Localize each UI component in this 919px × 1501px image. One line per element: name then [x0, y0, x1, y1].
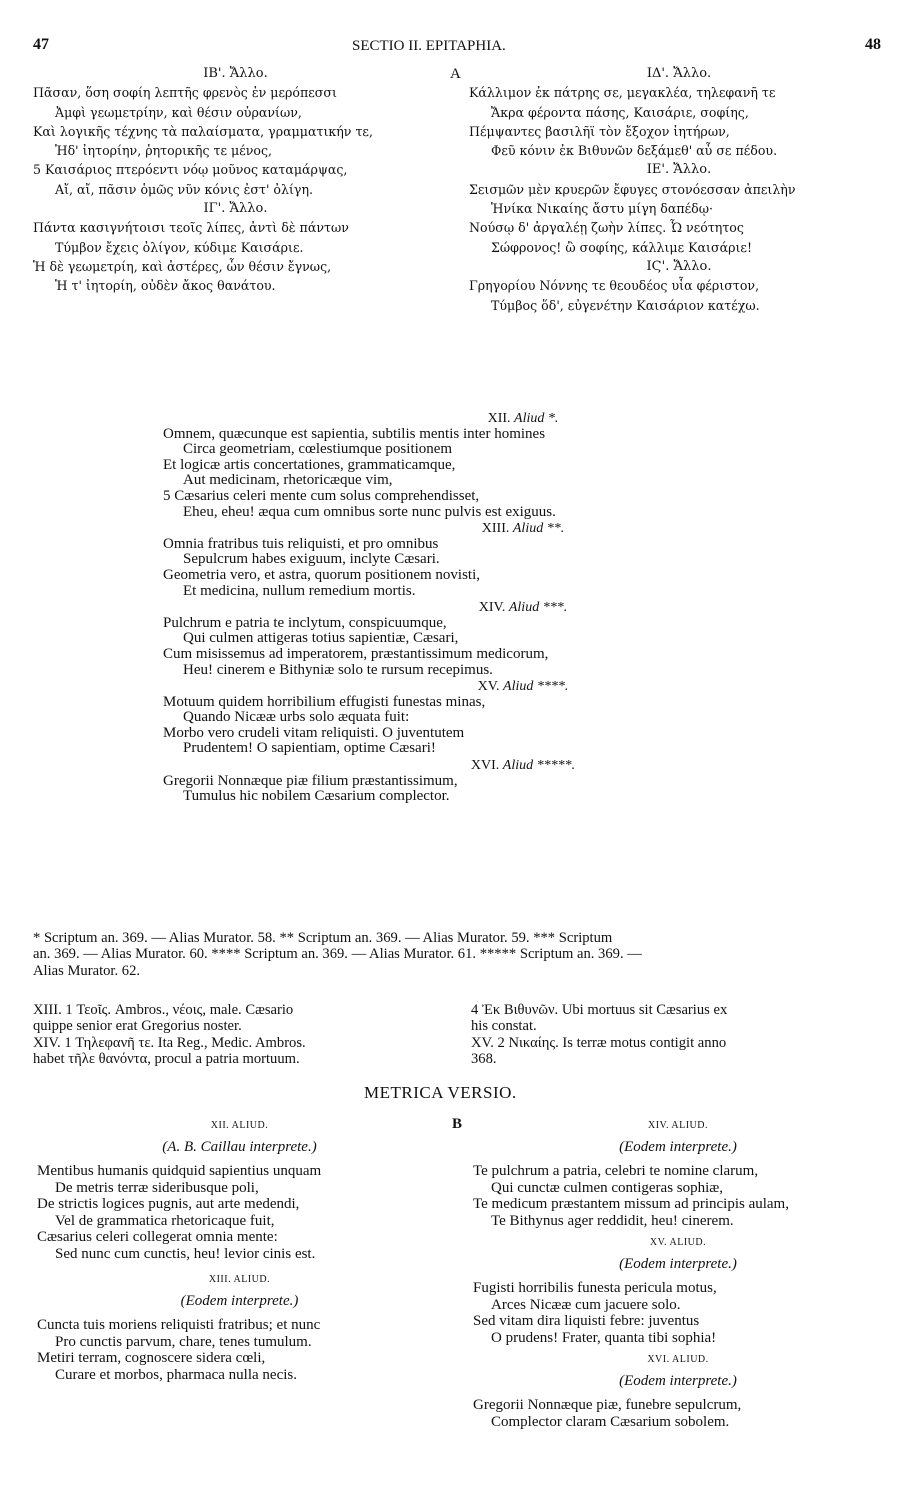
epigram-title: ΙΓ'. Ἄλλο.: [203, 201, 268, 217]
verse-line: Pulchrum e patria te inclytum, conspicuumque,: [163, 614, 447, 631]
verse-line: Curare et morbos, pharmaca nulla necis.: [55, 1366, 297, 1383]
verse-line: Sepulcrum habes exiguum, inclyte Cæsari.: [183, 551, 440, 568]
verse-line: Ἀμφὶ γεωμετρίην, καὶ θέσιν οὐρανίων,: [55, 104, 302, 120]
verse-line: Κάλλιμον ἐκ πάτρης σε, μεγακλέα, τηλεφανῆ τε: [469, 85, 776, 101]
section-number: XIII.: [481, 521, 510, 537]
verse-line: Et logicæ artis concertationes, grammaticamque,: [163, 456, 456, 473]
section-title: [163, 521, 883, 537]
verse-line: Πέμψαντες βασιλῆϊ τὸν ἔξοχον ἰητήρων,: [469, 123, 730, 139]
verse-line: Geometria vero, et astra, quorum positionem novisti,: [163, 566, 481, 583]
interpreter-note: (Eodem interprete.): [619, 1372, 737, 1389]
verse-line: Motuum quidem horribilium effugisti funestas minas,: [163, 693, 486, 710]
note-line: XIII. 1 Τεοῖς. Ambros., νέοις, male. Cæsario: [33, 1002, 294, 1018]
section-title: XIV. ALIUD.: [647, 1120, 709, 1131]
verse-line: Ἡνίκα Νικαίης ἄστυ μίγη δαπέδῳ·: [491, 201, 714, 217]
interpreter-note: (Eodem interprete.): [619, 1138, 737, 1155]
verse-line: Omnem, quæcunque est sapientia, subtilis mentis inter homines: [163, 425, 546, 442]
note-line: habet τῆλε θανόντα, procul a patria mortuum.: [33, 1051, 300, 1068]
note-line: XV. 2 Νικαίης. Is terræ motus contigit anno: [471, 1034, 727, 1051]
footnotes: [33, 930, 883, 979]
verse-line: Καὶ λογικῆς τέχνης τὰ παλαίσματα, γραμματικήν τε,: [33, 123, 373, 139]
metrica-right-column: [473, 1112, 883, 1430]
verse-line: Aut medicinam, rhetoricæque vim,: [183, 472, 393, 489]
verse-line: Gregorii Nonnæque piæ filium præstantissimum,: [163, 772, 458, 789]
verse-line: Πάντα κασιγνήτοισι τεοῖς λίπες, ἀντὶ δὲ πάντων: [33, 220, 349, 236]
column-marker-a: A: [450, 66, 461, 82]
verse-line: Te medicum præstantem missum ad principis aulam,: [473, 1196, 789, 1212]
epigram-title: ΙΕ'. Ἄλλο.: [646, 162, 712, 178]
note-line: his constat.: [471, 1018, 537, 1035]
metrica-left-column: [37, 1112, 442, 1383]
interpreter-note: (A. B. Caillau interprete.): [162, 1138, 317, 1155]
section-title: [163, 679, 883, 695]
verse-line: Pro cunctis parvum, chare, tenes tumulum.: [55, 1333, 312, 1350]
section-number: XII.: [487, 411, 511, 426]
footnote-line: Alias Murator. 62.: [33, 962, 141, 979]
section-title: XV. ALIUD.: [649, 1237, 707, 1248]
note-line: 368.: [471, 1051, 497, 1068]
verse-line: Τύμβος ὅδ', εὐγενέτην Καισάριον κατέχω.: [491, 297, 760, 313]
section-title: XIII. ALIUD.: [208, 1274, 271, 1285]
verse-line: 5 Καισάριος πτερόεντι νόῳ μοῦνος καταμάρψας,: [33, 162, 348, 178]
verse-line: De metris terræ sideribusque poli,: [55, 1179, 259, 1196]
verse-line: Sed vitam dira liquisti febre: juventus: [473, 1313, 700, 1329]
section-word: Aliud ***.: [508, 600, 568, 616]
verse-line: Cæsarius celeri collegerat omnia mente:: [37, 1229, 278, 1245]
section-word: Aliud ****.: [503, 679, 569, 695]
verse-line: Complector claram Cæsarium sobolem.: [491, 1413, 730, 1430]
verse-line: Qui cunctæ culmen contigeras sophiæ,: [491, 1179, 724, 1196]
page-number-right: 48: [865, 36, 881, 53]
section-word: Aliud *****.: [502, 758, 576, 774]
greek-right-column: [469, 64, 889, 315]
note-line: 4 Ἐκ Βιθυνῶν. Ubi mortuus sit Cæsarius ex: [471, 1002, 728, 1018]
section-number: XV.: [477, 679, 500, 695]
verse-line: Γρηγορίου Νόννης τε θεουδέος υἷα φέριστον,: [469, 278, 760, 294]
page-number-left: 47: [33, 36, 49, 53]
verse-line: Prudentem! O sapientiam, optime Cæsari!: [183, 740, 436, 757]
verse-line: Φεῦ κόνιν ἐκ Βιθυνῶν δεξάμεθ' αὖ σε πέδου.: [491, 143, 778, 159]
footnote-line: an. 369. — Alias Murator. 60. **** Scriptum an. 369. — Alias Murator. 61. ***** Scriptum an. 369. —: [33, 946, 642, 963]
verse-line: Gregorii Nonnæque piæ, funebre sepulcrum,: [473, 1397, 742, 1413]
verse-line: Metiri terram, cognoscere sidera cœli,: [37, 1350, 266, 1366]
verse-line: Tumulus hic nobilem Cæsarium complector.: [183, 788, 450, 805]
section-number: XVI.: [470, 758, 500, 774]
verse-line: Ἠδ' ἰητορίην, ῥητορικῆς τε μένος,: [55, 143, 273, 159]
verse-line: Αἴ, αἴ, πᾶσιν ὁμῶς νῦν κόνις ἐστ' ὀλίγη.: [55, 181, 313, 197]
verse-line: Sed nunc cum cunctis, heu! levior cinis est.: [55, 1245, 316, 1262]
verse-line: Eheu, eheu! æqua cum omnibus sorte nunc pulvis est exiguus.: [183, 503, 556, 520]
metrica-title: METRICA VERSIO.: [364, 1083, 517, 1102]
verse-line: Circa geometriam, cœlestiumque positionem: [183, 441, 453, 458]
verse-line: Omnia fratribus tuis reliquisti, et pro omnibus: [163, 535, 439, 552]
verse-line: Νούσῳ δ' ἀργαλέῃ ζωὴν λίπες. Ὦ νεότητος: [469, 220, 744, 236]
verse-line: Cum misissemus ad imperatorem, præstantissimum medicorum,: [163, 645, 549, 662]
verse-line: Te Bithynus ager reddidit, heu! cinerem.: [491, 1212, 734, 1229]
verse-line: Et medicina, nullum remedium mortis.: [183, 582, 416, 599]
verse-line: O prudens! Frater, quanta tibi sophia!: [491, 1329, 717, 1346]
greek-left-column: [33, 64, 438, 296]
notes-right: [471, 1002, 891, 1068]
verse-line: Ἄκρα φέροντα πάσης, Καισάριε, σοφίης,: [491, 104, 749, 120]
column-marker-b: B: [452, 1116, 463, 1132]
verse-line: De strictis logices pugnis, aut arte medendi,: [37, 1196, 300, 1212]
verse-line: Fugisti horribilis funesta pericula motus,: [473, 1280, 717, 1296]
interpreter-note: (Eodem interprete.): [619, 1255, 737, 1272]
verse-line: Morbo vero crudeli vitam reliquisti. O juventutem: [163, 724, 465, 741]
verse-line: Vel de grammatica rhetoricaque fuit,: [55, 1212, 275, 1229]
section-word: Aliud **.: [512, 521, 565, 537]
epigram-title: ΙΔ'. Ἄλλο.: [646, 66, 712, 81]
section-number: XIV.: [478, 600, 506, 616]
verse-line: 5 Cæsarius celeri mente cum solus comprehendisset,: [163, 487, 480, 504]
verse-line: Σώφρονος! ὢ σοφίης, κάλλιμε Καισάριε!: [491, 239, 753, 255]
verse-line: Τύμβον ἔχεις ὀλίγον, κύδιμε Καισάριε.: [55, 239, 304, 255]
verse-line: Ἡ δὲ γεωμετρίη, καὶ ἀστέρες, ὧν θέσιν ἔγνως,: [33, 258, 332, 274]
verse-line: Heu! cinerem e Bithyniæ solo te rursum recepimus.: [183, 661, 493, 678]
verse-line: Quando Nicææ urbs solo æquata fuit:: [183, 709, 410, 726]
section-title: XVI. ALIUD.: [647, 1354, 709, 1365]
verse-line: Σεισμῶν μὲν κρυερῶν ἔφυγες στονόεσσαν ἀπειλὴν: [469, 181, 796, 197]
footnote-line: * Scriptum an. 369. — Alias Murator. 58. ** Scriptum an. 369. — Alias Murator. 59. *** Scriptum: [33, 930, 613, 946]
notes-left: [33, 1002, 453, 1068]
section-title: [163, 758, 883, 774]
verse-line: Qui culmen attigeras totius sapientiæ, Cæsari,: [183, 630, 459, 647]
verse-line: Mentibus humanis quidquid sapientius unquam: [37, 1163, 322, 1179]
interpreter-note: (Eodem interprete.): [180, 1292, 299, 1309]
verse-line: Ἡ τ' ἰητορίη, οὐδὲν ἄκος θανάτου.: [55, 278, 276, 294]
note-line: XIV. 1 Τηλεφανῆ τε. Ita Reg., Medic. Ambros.: [33, 1034, 306, 1051]
verse-line: Te pulchrum a patria, celebri te nomine clarum,: [473, 1163, 759, 1179]
section-word: Aliud *.: [514, 411, 559, 426]
verse-line: Arces Nicææ cum jacuere solo.: [491, 1296, 681, 1313]
note-line: quippe senior erat Gregorius noster.: [33, 1018, 242, 1035]
verse-line: Πᾶσαν, ὅση σοφίη λεπτῆς φρενὸς ἐν μερόπεσσι: [33, 85, 337, 101]
section-title: XII. ALIUD.: [210, 1120, 269, 1131]
section-title: [163, 600, 883, 616]
epigram-title: ΙΒ'. Ἄλλο.: [203, 66, 268, 81]
running-title: SECTIO II. EPITAPHIA.: [352, 38, 506, 54]
verse-line: Cuncta tuis moriens reliquisti fratribus; et nunc: [37, 1317, 321, 1333]
latin-translation: [163, 410, 883, 805]
epigram-title: ΙϚ'. Ἄλλο.: [646, 258, 712, 274]
section-title: [163, 411, 883, 427]
